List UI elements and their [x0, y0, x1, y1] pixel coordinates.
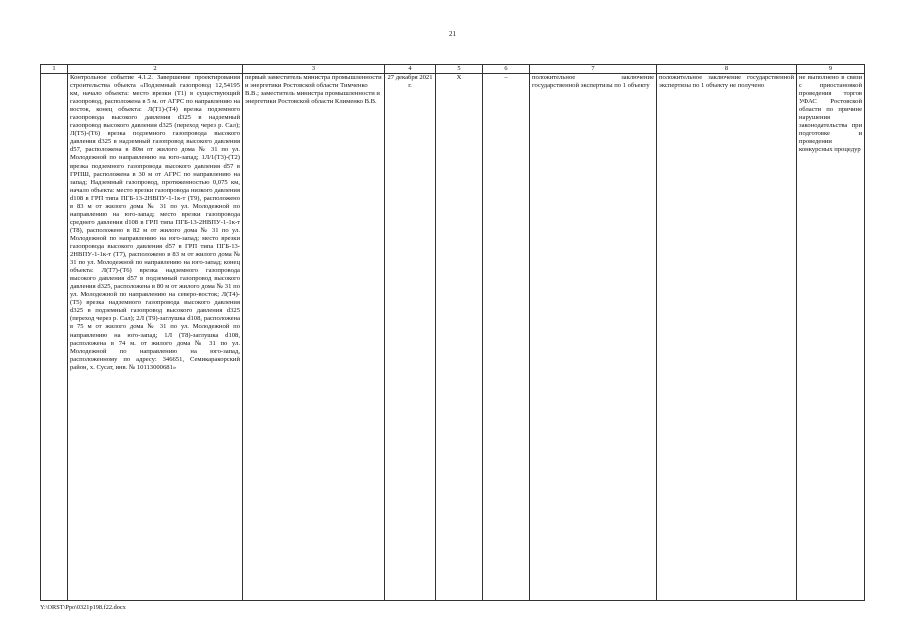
- column-header-1: 1: [41, 65, 68, 74]
- column-header-7: 7: [530, 65, 657, 74]
- column-header-2: 2: [68, 65, 243, 74]
- cell-responsible: первый заместитель министра промышленности и энергетики Ростовской области Тимченко В.В.; заместитель министра промышленности и энергетики Ростовской области Клименко В.В.: [243, 74, 385, 601]
- column-header-3: 3: [243, 65, 385, 74]
- cell-control-event: Контрольное событие 4.1.2. Завершение проектирования строительства объекта «Подземный газопровод 12,54195 км, начало объекта: место врезки (Т1) в существующий газопровод, расположена в 5 м. от АГРС по направлению на восток, конец объекта: Л(Т1)-(Т4) врезка подземного газопровода высокого давления d325 в надземный газопровод высокого давления d325 (переход через р. Сал); Л(Т5)-(Т6) врезка подземного газопровода высокого давления d325 в надземный газопровод высокого давления d57, расположена в 80м от жилого дома № 31 по ул. Молодежной по направлению на юго-запад; 1Л/1(Т3)-(Т2) врезка подземного газопровода высокого давления d57 в ГРПШ, расположена в 30 м от АГРС по направлению на запад; Надземный газопровод, протяженностью 0,075 км, начало объекта: место врезки газопровода низкого давления d108 в ГРП типа ПГБ-13-2НВПУ-1-1к-т (Т9), расположено в 83 м от жилого дома № 31 по ул. Молодежной по направлению на юго-запад; место врезки газопровода среднего давления d108 в ГРП типа ПГБ-13-2НВПУ-1-1к-т (Т8), расположено в 82 м от жилого дома № 31 по ул. Молодежной по направлению на юго-запад; место врезки газопровода высокого давления d57 в ГРП типа ПГБ-13-2НВПУ-1-1к-т (Т7), расположено в 83 м от жилого дома № 31 по ул. Молодежной по направлению на юго-запад; конец объекта: Л(Т7)-(Т6) врезка надземного газопровода высокого давления d57 в подземный газопровод высокого давления d325, расположена в 80 м от жилого дома № 31 по ул. Молодежной по направлению на северо-восток; Л(Т4)-(Т5) врезка надземного газопровода высокого давления d325 в подземный газопровод высокого давления d325 (переход через р. Сал); 2Л (Т9)-заглушка d108, расположена в 75 м от жилого дома № 31 по ул. Молодежной по направлению на юго-запад; 1Л (Т8)-заглушка d108, расположена в 74 м. от жилого дома № 31 по ул. Молодежной по направлению на юго-запад, расположенному по адресу: 346651, Семикаракорский район, х. Сусат, инв. № 10113000681»: [68, 74, 243, 601]
- cell-col5: Х: [436, 74, 483, 601]
- column-header-5: 5: [436, 65, 483, 74]
- column-header-8: 8: [657, 65, 797, 74]
- cell-actual-result: положительное заключение государственной экспертизы по 1 объекту не получено: [657, 74, 797, 601]
- column-header-4: 4: [385, 65, 436, 74]
- footer-file-path: Y:\ORST\Ppo\0321p198.f22.docx: [40, 604, 126, 611]
- column-header-6: 6: [483, 65, 530, 74]
- cell-number: [41, 74, 68, 601]
- document-table: [40, 64, 865, 601]
- column-header-9: 9: [797, 65, 865, 74]
- table-row: [41, 74, 865, 601]
- cell-planned-result: положительное заключение государственной экспертизы по 1 объекту: [530, 74, 657, 601]
- column-number-row: [41, 65, 865, 74]
- cell-col6: –: [483, 74, 530, 601]
- page-number: 21: [449, 30, 456, 38]
- cell-reason: не выполнено в связи с приостановкой проведения торгов УФАС Ростовской области по причине нарушения законодательства при подготовке и проведении конкурсных процедур: [797, 74, 865, 601]
- cell-date: 27 декабря 2021 г.: [385, 74, 436, 601]
